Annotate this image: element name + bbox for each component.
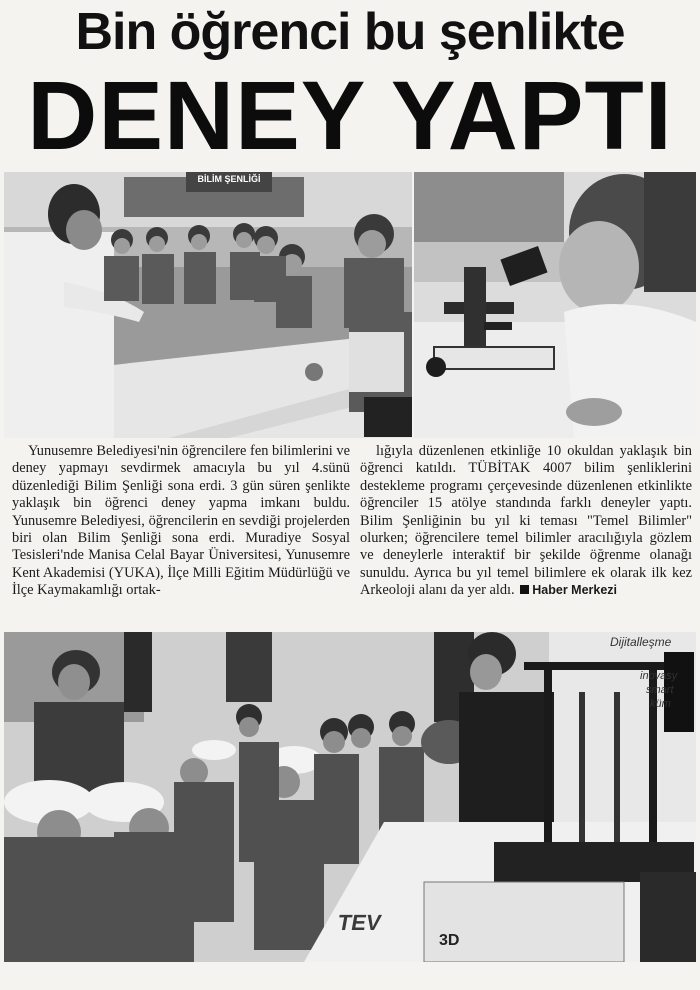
photo-3-box-label: 3D xyxy=(439,932,460,949)
photo-students-experiment xyxy=(4,172,412,438)
byline-text: Haber Merkezi xyxy=(532,583,618,598)
photo-3-box-brand: TEV xyxy=(335,910,384,935)
article-body-column-1: Yunusemre Belediyesi'nin öğrencilere fen bilimlerini ve deney yapmayı sevdirmek amacıyla bu yıl 4.sünü düzenlediği Bilim Şenliği sona erdi. 3 gün süren şenlikte yaklaşık bin öğrenci deney yapma imkanı buldu. Yunusemre Belediyesi, öğrencilerin en sevdiği projelerden biri olan Bilim Şenliği sona erdi. Muradiye Sosyal Tesisleri'nde Manisa Celal Bayar Üniversitesi, Yunusemre Kent Akademisi (YUKA), İlçe Milli Eğitim Müdürlüğü ve İlçe Kaymakamlığı ortak- xyxy=(12,443,350,599)
photo-3-sign-title: Dijitalleşme xyxy=(610,635,672,649)
article-body-column-2-text: lığıyla düzenlenen etkinliğe 10 okuldan yaklaşık bin öğrenci katıldı. TÜBİTAK 4007 bilim şenliklerini destekleme programı çerçevesinde düzenlenen etkinlikte öğrenciler 15 atölye standında farklı deneyler yaptı. Bilim Şenliğinin bu yıl ki teması "Temel Bilimler" olurken; öğrencilere temel bilimler aracılığıyla gözlem ve deneylerle interaktif bir şekilde öğrenme olanağı sunuldu. Ayrıca bu yıl temel bilimlere ek olarak ilk kez Arkeoloji alanı da yer aldı. xyxy=(360,443,692,599)
photo-1-illustration xyxy=(4,172,412,438)
headline-line-1: Bin öğrenci bu şenlikte xyxy=(75,3,625,61)
headline-line-2: DENEY YAPTI xyxy=(27,61,673,170)
photo-3-sign-line-2: smart xyxy=(646,684,674,696)
photo-3-sign-line-3: küm xyxy=(650,698,671,710)
article-body-column-2 xyxy=(360,443,692,600)
photo-girl-microscope xyxy=(414,172,696,438)
photo-3d-printer-workshop xyxy=(4,632,696,962)
byline-square-icon xyxy=(520,585,529,594)
photo-2-illustration xyxy=(414,172,696,438)
photo-3-sign-line-1: inovasy xyxy=(640,670,678,682)
photo-1-banner: BİLİM ŞENLİĞİ xyxy=(186,174,272,184)
byline xyxy=(518,583,617,597)
